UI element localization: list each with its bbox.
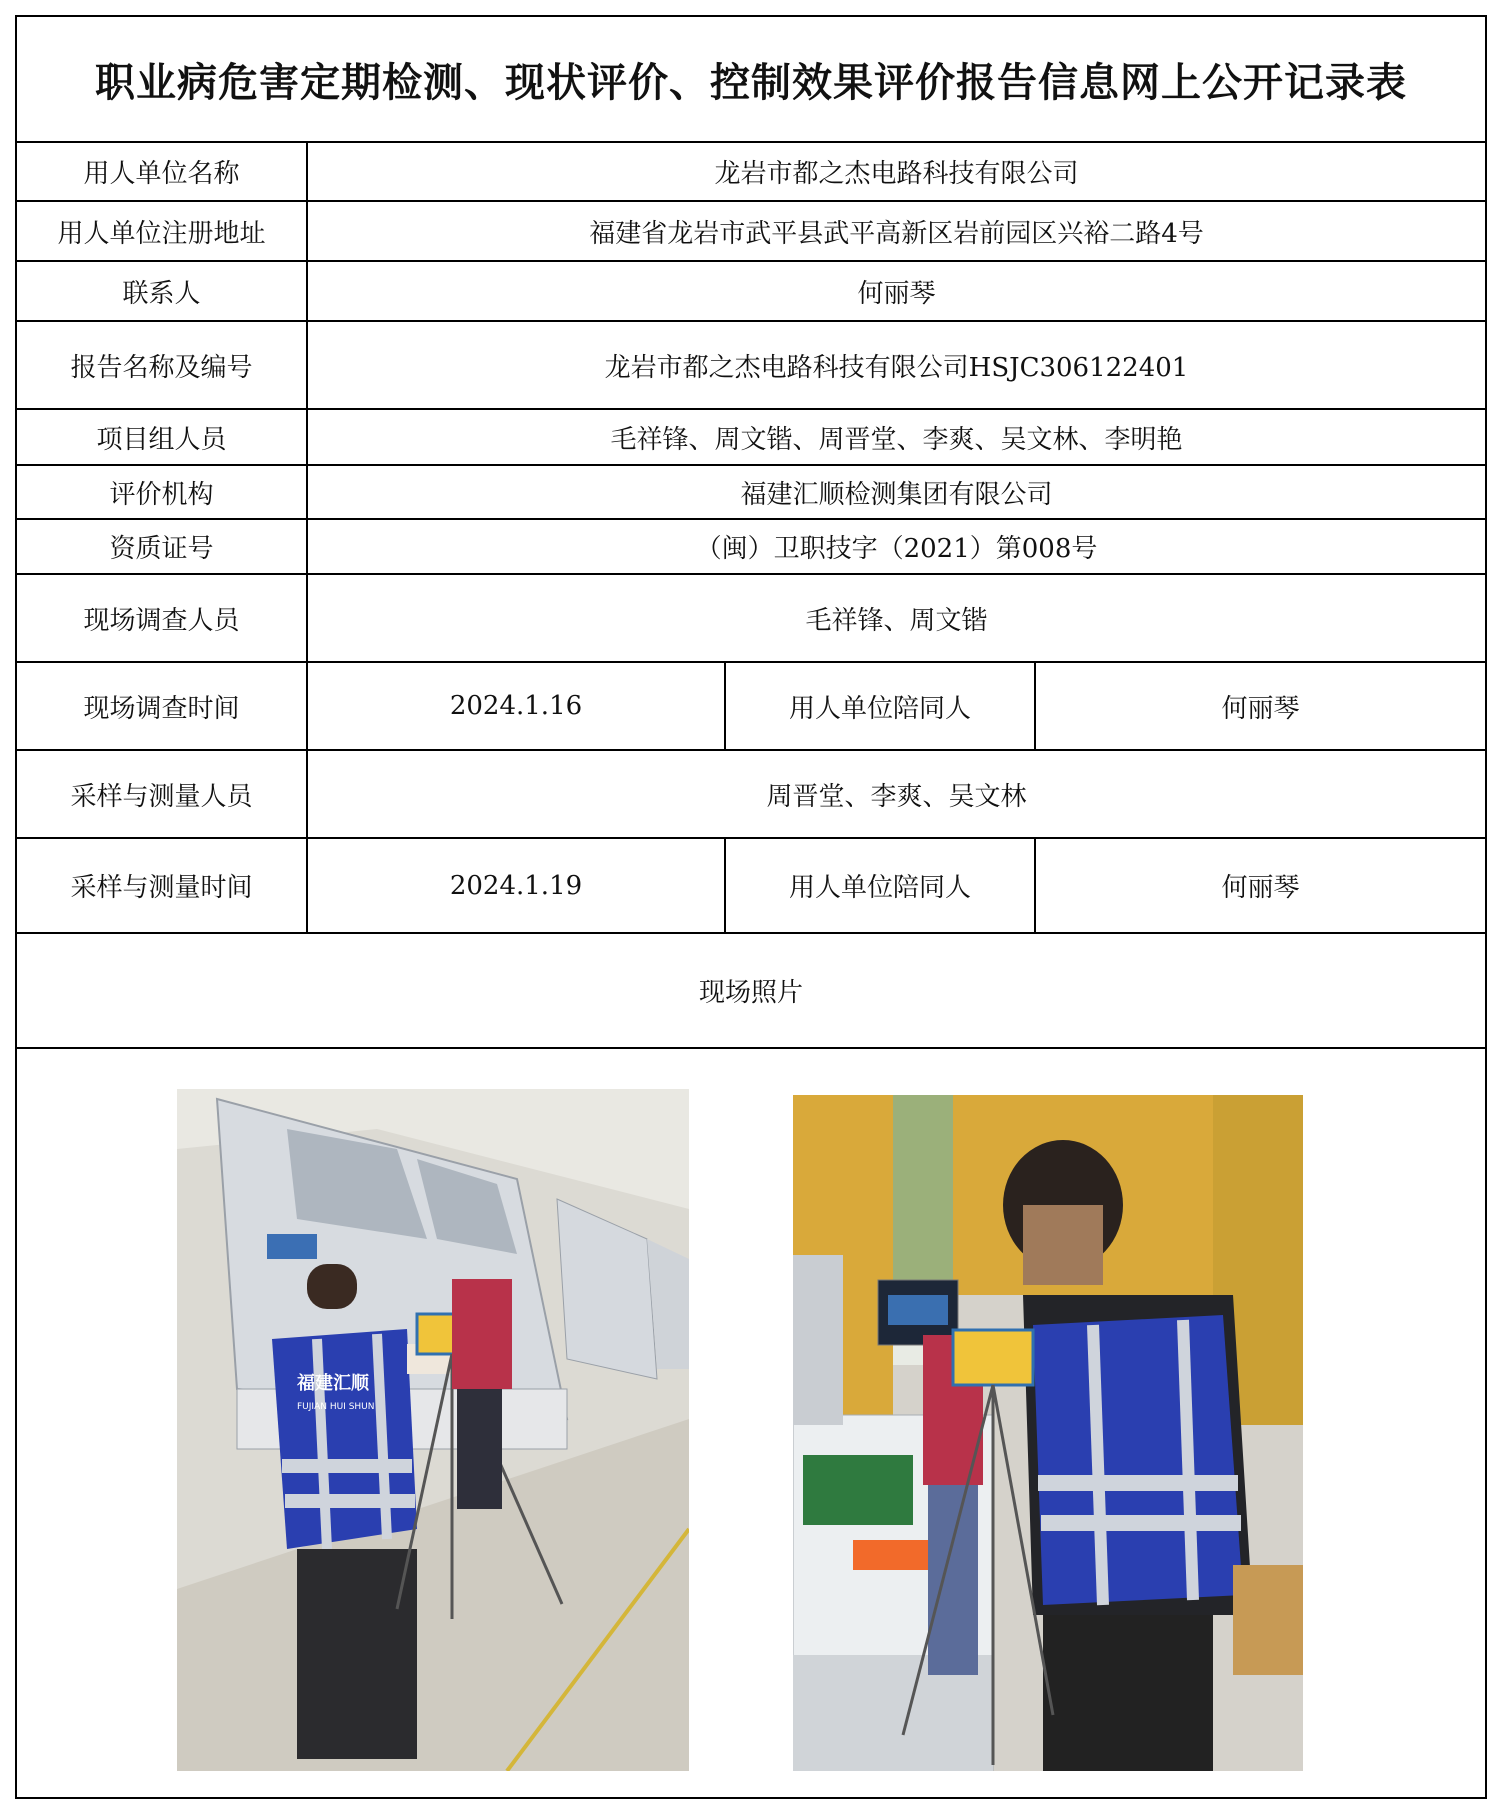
sampling-companion-value: 何丽琴 — [1035, 838, 1485, 933]
row-label: 采样与测量时间 — [17, 838, 307, 933]
table-row — [17, 201, 1485, 261]
sampling-staff-value: 周晋堂、李爽、吴文林 — [307, 750, 1485, 838]
employer-name-value: 龙岩市都之杰电路科技有限公司 — [307, 142, 1485, 201]
cert-value: （闽）卫职技字（2021）第008号 — [307, 519, 1485, 574]
row-label: 项目组人员 — [17, 409, 307, 465]
table-row — [17, 142, 1485, 201]
companion-label: 用人单位陪同人 — [725, 662, 1035, 750]
table-row — [17, 409, 1485, 465]
site-photo-1 — [177, 1089, 689, 1771]
vest-logo-subtext: FUJIAN HUI SHUN — [297, 1402, 375, 1412]
survey-time-value: 2024.1.16 — [307, 662, 725, 750]
survey-staff-value: 毛祥锋、周文锴 — [307, 574, 1485, 662]
title-row — [17, 17, 1485, 143]
page-title: 职业病危害定期检测、现状评价、控制效果评价报告信息网上公开记录表 — [95, 59, 1407, 106]
photos-heading: 现场照片 — [17, 933, 1485, 1048]
table-row — [17, 662, 1485, 750]
agency-value: 福建汇顺检测集团有限公司 — [307, 465, 1485, 519]
contact-value: 何丽琴 — [307, 261, 1485, 321]
table-row — [17, 574, 1485, 662]
row-label: 现场调查时间 — [17, 662, 307, 750]
table-row — [17, 519, 1485, 574]
site-photo-2 — [793, 1095, 1303, 1771]
row-label: 现场调查人员 — [17, 574, 307, 662]
table-row — [17, 750, 1485, 838]
row-label: 联系人 — [17, 261, 307, 321]
report-value: 龙岩市都之杰电路科技有限公司HSJC306122401 — [307, 321, 1485, 409]
row-label: 采样与测量人员 — [17, 750, 307, 838]
table-row — [17, 838, 1485, 933]
row-label: 资质证号 — [17, 519, 307, 574]
row-label: 用人单位名称 — [17, 142, 307, 201]
photos-area — [17, 1047, 1485, 1797]
table-row — [17, 321, 1485, 409]
table-row — [17, 933, 1485, 1048]
companion-label: 用人单位陪同人 — [725, 838, 1035, 933]
row-label: 评价机构 — [17, 465, 307, 519]
survey-companion-value: 何丽琴 — [1035, 662, 1485, 750]
row-label: 用人单位注册地址 — [17, 201, 307, 261]
table-row — [17, 465, 1485, 519]
team-value: 毛祥锋、周文锴、周晋堂、李爽、吴文林、李明艳 — [307, 409, 1485, 465]
info-table — [17, 141, 1485, 1049]
vest-logo-text: 福建汇顺 — [297, 1373, 369, 1394]
table-row — [17, 261, 1485, 321]
record-form — [15, 15, 1487, 1799]
employer-address-value: 福建省龙岩市武平县武平高新区岩前园区兴裕二路4号 — [307, 201, 1485, 261]
sampling-time-value: 2024.1.19 — [307, 838, 725, 933]
worker-head — [307, 1264, 357, 1309]
row-label: 报告名称及编号 — [17, 321, 307, 409]
